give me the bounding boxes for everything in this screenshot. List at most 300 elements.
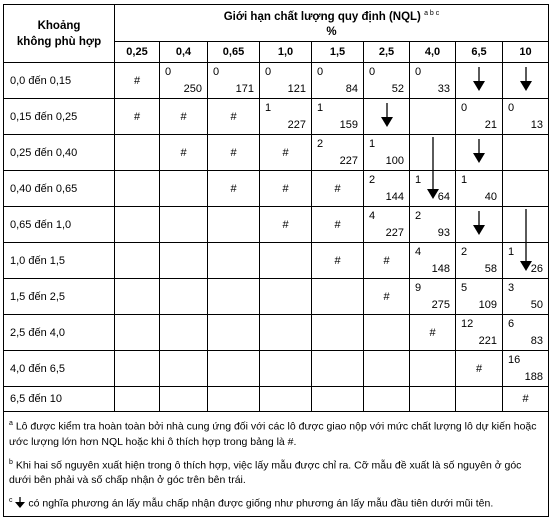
footnote-text: có nghĩa phương án lấy mẫu chấp nhận được giống như phương án lấy mẫu đầu tiên dưới mũi tên. bbox=[28, 497, 494, 510]
hash-marker: # bbox=[282, 146, 289, 159]
sample-size: 250 bbox=[183, 83, 202, 95]
nql-column-header: 1,5 bbox=[312, 42, 364, 63]
sample-size: 227 bbox=[339, 155, 358, 167]
table-cell bbox=[312, 279, 364, 315]
table-cell bbox=[503, 99, 549, 135]
table-cell bbox=[456, 99, 503, 135]
table-cell bbox=[208, 279, 260, 315]
cell-box bbox=[115, 279, 159, 314]
acceptance-number: 1 bbox=[508, 246, 515, 258]
table-cell bbox=[160, 207, 208, 243]
cell-box bbox=[410, 351, 455, 386]
nonconformity-range-header bbox=[4, 5, 115, 63]
cell-box bbox=[456, 315, 502, 350]
hash-marker: # bbox=[334, 254, 341, 267]
cell-box bbox=[208, 99, 259, 134]
table-cell bbox=[364, 207, 410, 243]
table-cell bbox=[364, 63, 410, 99]
table-cell bbox=[160, 279, 208, 315]
acceptance-number: 2 bbox=[461, 246, 468, 258]
footnote-marker: b bbox=[9, 458, 13, 466]
cell-box bbox=[364, 207, 409, 242]
table-cell bbox=[208, 171, 260, 207]
sample-size: 275 bbox=[431, 299, 450, 311]
hash-marker: # bbox=[230, 146, 237, 159]
row-range-label: 0,65 đến 1,0 bbox=[4, 207, 115, 243]
cell-box bbox=[208, 207, 259, 242]
table-cell bbox=[115, 243, 160, 279]
table-row bbox=[4, 135, 549, 171]
table-cell bbox=[410, 99, 456, 135]
table-cell bbox=[364, 387, 410, 412]
cell-box bbox=[503, 99, 548, 134]
cell-box bbox=[312, 351, 363, 386]
table-cell bbox=[160, 315, 208, 351]
table-cell bbox=[456, 135, 503, 171]
table-cell bbox=[410, 63, 456, 99]
cell-box bbox=[208, 279, 259, 314]
sample-size: 121 bbox=[287, 83, 306, 95]
sampling-plan-table bbox=[3, 4, 549, 517]
table-row bbox=[4, 99, 549, 135]
cell-box bbox=[260, 135, 311, 170]
cell-box bbox=[503, 315, 548, 350]
table-cell bbox=[160, 351, 208, 387]
sample-size: 109 bbox=[478, 299, 497, 311]
cell-box bbox=[160, 315, 207, 350]
sample-size: 188 bbox=[524, 371, 543, 383]
down-arrow-icon bbox=[472, 139, 486, 163]
cell-box bbox=[503, 387, 548, 411]
acceptance-number: 5 bbox=[461, 282, 468, 294]
nql-column-header: 2,5 bbox=[364, 42, 410, 63]
row-range-label: 0,40 đến 0,65 bbox=[4, 171, 115, 207]
sample-size: 33 bbox=[437, 83, 450, 95]
cell-box bbox=[208, 171, 259, 206]
table-cell bbox=[260, 279, 312, 315]
cell-box bbox=[160, 279, 207, 314]
table-cell bbox=[208, 207, 260, 243]
cell-box bbox=[260, 171, 311, 206]
cell-box bbox=[410, 135, 455, 170]
nql-table-container bbox=[3, 4, 548, 517]
sample-size: 83 bbox=[530, 335, 543, 347]
cell-box bbox=[503, 63, 548, 98]
table-row bbox=[4, 279, 549, 315]
acceptance-number: 2 bbox=[369, 174, 376, 186]
nql-column-header: 0,65 bbox=[208, 42, 260, 63]
cell-box bbox=[456, 351, 502, 386]
table-cell bbox=[115, 99, 160, 135]
cell-box bbox=[260, 387, 311, 411]
sample-size: 227 bbox=[385, 227, 404, 239]
cell-box bbox=[364, 243, 409, 278]
cell-box bbox=[312, 387, 363, 411]
table-cell bbox=[208, 315, 260, 351]
acceptance-number: 1 bbox=[369, 138, 376, 150]
hash-marker: # bbox=[334, 182, 341, 195]
table-cell bbox=[115, 63, 160, 99]
cell-box bbox=[312, 171, 363, 206]
table-cell bbox=[208, 135, 260, 171]
sample-size: 21 bbox=[484, 119, 497, 131]
table-cell bbox=[160, 99, 208, 135]
cell-box bbox=[410, 63, 455, 98]
table-cell bbox=[312, 207, 364, 243]
cell-box bbox=[410, 387, 455, 411]
cell-box bbox=[115, 171, 159, 206]
cell-box bbox=[364, 171, 409, 206]
table-cell bbox=[160, 135, 208, 171]
cell-box bbox=[208, 243, 259, 278]
cell-box bbox=[456, 135, 502, 170]
cell-box bbox=[410, 207, 455, 242]
cell-box bbox=[503, 171, 548, 206]
acceptance-number: 9 bbox=[415, 282, 422, 294]
cell-box bbox=[364, 315, 409, 350]
sample-size: 26 bbox=[530, 263, 543, 275]
sample-size: 93 bbox=[437, 227, 450, 239]
cell-box bbox=[410, 315, 455, 350]
table-cell bbox=[456, 243, 503, 279]
cell-box bbox=[410, 99, 455, 134]
table-cell bbox=[260, 387, 312, 412]
table-cell bbox=[364, 279, 410, 315]
nql-column-header: 6,5 bbox=[456, 42, 503, 63]
table-cell bbox=[410, 279, 456, 315]
table-cell bbox=[410, 135, 456, 171]
table-cell bbox=[208, 243, 260, 279]
table-cell bbox=[364, 351, 410, 387]
row-range-label: 2,5 đến 4,0 bbox=[4, 315, 115, 351]
cell-box bbox=[160, 63, 207, 98]
cell-box bbox=[456, 63, 502, 98]
cell-box bbox=[115, 243, 159, 278]
footnote-marker: c bbox=[9, 497, 13, 504]
table-cell bbox=[208, 387, 260, 412]
hash-marker: # bbox=[334, 218, 341, 231]
nql-column-header: 1,0 bbox=[260, 42, 312, 63]
table-cell bbox=[260, 351, 312, 387]
table-cell bbox=[115, 387, 160, 412]
nql-title: Giới hạn chất lượng quy định (NQL) bbox=[223, 10, 421, 23]
table-cell bbox=[410, 387, 456, 412]
cell-box bbox=[260, 63, 311, 98]
table-cell bbox=[503, 315, 549, 351]
table-cell bbox=[364, 315, 410, 351]
sample-size: 58 bbox=[484, 263, 497, 275]
cell-box bbox=[312, 243, 363, 278]
cell-box bbox=[260, 279, 311, 314]
table-cell bbox=[364, 171, 410, 207]
nql-header bbox=[115, 5, 549, 42]
row-range-label: 0,15 đến 0,25 bbox=[4, 99, 115, 135]
cell-box bbox=[312, 207, 363, 242]
acceptance-number: 1 bbox=[461, 174, 468, 186]
table-cell bbox=[260, 315, 312, 351]
cell-box bbox=[410, 279, 455, 314]
table-cell bbox=[410, 315, 456, 351]
cell-box bbox=[456, 387, 502, 411]
acceptance-number: 0 bbox=[369, 66, 376, 78]
hash-marker: # bbox=[282, 182, 289, 195]
sample-size: 52 bbox=[391, 83, 404, 95]
footnote-text: Lô được kiểm tra hoàn toàn bởi nhà cung ứng đối với các lô được giao nộp với mức chất lượng lô dự kiến hoặc ước lượng lớn hơn NQL hoặc khi ô thích hợp trong bảng là #. bbox=[9, 420, 537, 448]
row-range-label: 0,25 đến 0,40 bbox=[4, 135, 115, 171]
cell-box bbox=[160, 99, 207, 134]
acceptance-number: 4 bbox=[369, 210, 376, 222]
cell-box bbox=[160, 387, 207, 411]
table-cell bbox=[115, 135, 160, 171]
acceptance-number: 6 bbox=[508, 318, 515, 330]
table-cell bbox=[208, 351, 260, 387]
table-cell bbox=[312, 315, 364, 351]
footnote-text: Khi hai số nguyên xuất hiện trong ô thích hợp, việc lấy mẫu được chỉ ra. Cỡ mẫu đề xuất là số nguyên ở góc dưới bên phải và số chấp nhận ở góc trên bên trái. bbox=[9, 459, 522, 486]
cell-box bbox=[160, 243, 207, 278]
table-cell bbox=[115, 315, 160, 351]
cell-box bbox=[160, 135, 207, 170]
cell-box bbox=[115, 63, 159, 98]
table-row bbox=[4, 171, 549, 207]
cell-box bbox=[456, 99, 502, 134]
acceptance-number: 1 bbox=[265, 102, 272, 114]
footnote-c bbox=[9, 493, 543, 512]
table-cell bbox=[312, 351, 364, 387]
down-arrow-icon bbox=[15, 497, 25, 508]
table-cell bbox=[503, 63, 549, 99]
table-row bbox=[4, 315, 549, 351]
acceptance-number: 0 bbox=[213, 66, 220, 78]
cell-box bbox=[456, 171, 502, 206]
cell-box bbox=[410, 243, 455, 278]
table-cell bbox=[312, 135, 364, 171]
sample-size: 148 bbox=[431, 263, 450, 275]
table-cell bbox=[208, 63, 260, 99]
sample-size: 100 bbox=[385, 155, 404, 167]
table-cell bbox=[456, 63, 503, 99]
footnotes bbox=[4, 412, 549, 517]
cell-box bbox=[115, 351, 159, 386]
cell-box bbox=[312, 315, 363, 350]
hash-marker: # bbox=[230, 110, 237, 123]
cell-box bbox=[364, 63, 409, 98]
table-cell bbox=[503, 351, 549, 387]
sample-size: 159 bbox=[339, 119, 358, 131]
hash-marker: # bbox=[383, 254, 390, 267]
table-cell bbox=[160, 63, 208, 99]
down-arrow-icon bbox=[380, 103, 394, 127]
cell-box bbox=[364, 351, 409, 386]
cell-box bbox=[503, 279, 548, 314]
cell-box bbox=[456, 279, 502, 314]
cell-box bbox=[115, 99, 159, 134]
table-cell bbox=[260, 243, 312, 279]
cell-box bbox=[364, 387, 409, 411]
sample-size: 40 bbox=[484, 191, 497, 203]
table-cell bbox=[312, 171, 364, 207]
cell-box bbox=[456, 207, 502, 242]
cell-box bbox=[260, 243, 311, 278]
acceptance-number: 2 bbox=[317, 138, 324, 150]
acceptance-number: 0 bbox=[461, 102, 468, 114]
row-range-label: 0,0 đến 0,15 bbox=[4, 63, 115, 99]
cell-box bbox=[364, 279, 409, 314]
down-arrow-icon bbox=[472, 67, 486, 91]
hash-marker: # bbox=[282, 218, 289, 231]
hash-marker: # bbox=[230, 182, 237, 195]
table-cell bbox=[503, 387, 549, 412]
acceptance-number: 2 bbox=[415, 210, 422, 222]
table-cell bbox=[503, 207, 549, 243]
row-range-label: 1,0 đến 1,5 bbox=[4, 243, 115, 279]
footnote-a bbox=[9, 416, 543, 450]
hash-marker: # bbox=[475, 362, 483, 375]
table-cell bbox=[208, 99, 260, 135]
nql-footnote-refs: a b c bbox=[424, 9, 440, 17]
cell-box bbox=[312, 99, 363, 134]
hash-marker: # bbox=[180, 146, 187, 159]
acceptance-number: 12 bbox=[461, 318, 474, 330]
nql-unit: % bbox=[326, 26, 337, 39]
sample-size: 13 bbox=[530, 119, 543, 131]
table-row bbox=[4, 351, 549, 387]
table-cell bbox=[160, 387, 208, 412]
table-cell bbox=[312, 63, 364, 99]
cell-box bbox=[160, 351, 207, 386]
table-cell bbox=[456, 171, 503, 207]
table-row bbox=[4, 387, 549, 412]
table-cell bbox=[364, 99, 410, 135]
table-cell bbox=[456, 387, 503, 412]
nql-column-header: 4,0 bbox=[410, 42, 456, 63]
acceptance-number: 16 bbox=[508, 354, 521, 366]
cell-box bbox=[160, 207, 207, 242]
cell-box bbox=[115, 207, 159, 242]
nql-title-line bbox=[115, 6, 548, 25]
table-cell bbox=[456, 207, 503, 243]
table-cell bbox=[260, 99, 312, 135]
table-cell bbox=[503, 279, 549, 315]
header-left-line1: Khoảng bbox=[37, 19, 81, 32]
table-cell bbox=[410, 351, 456, 387]
table-cell bbox=[312, 387, 364, 412]
table-cell bbox=[456, 351, 503, 387]
acceptance-number: 0 bbox=[508, 102, 515, 114]
table-cell bbox=[410, 207, 456, 243]
table-cell bbox=[260, 207, 312, 243]
sample-size: 64 bbox=[437, 191, 450, 203]
header-left-line2: không phù hợp bbox=[16, 35, 102, 48]
table-cell bbox=[260, 135, 312, 171]
down-arrow-icon bbox=[426, 137, 440, 199]
cell-box bbox=[208, 315, 259, 350]
cell-box bbox=[260, 315, 311, 350]
cell-box bbox=[115, 135, 159, 170]
table-cell bbox=[115, 171, 160, 207]
table-body bbox=[4, 63, 549, 412]
cell-box bbox=[160, 171, 207, 206]
acceptance-number: 1 bbox=[317, 102, 324, 114]
cell-box bbox=[115, 387, 159, 411]
down-arrow-icon bbox=[519, 67, 533, 91]
nql-column-header: 0,25 bbox=[115, 42, 160, 63]
row-range-label: 6,5 đến 10 bbox=[4, 387, 115, 412]
table-cell bbox=[312, 243, 364, 279]
acceptance-number: 0 bbox=[265, 66, 272, 78]
nql-column-header: 0,4 bbox=[160, 42, 208, 63]
acceptance-number: 0 bbox=[415, 66, 422, 78]
table-row bbox=[4, 63, 549, 99]
down-arrow-icon bbox=[472, 211, 486, 235]
cell-box bbox=[208, 351, 259, 386]
cell-box bbox=[364, 99, 409, 134]
hash-marker: # bbox=[429, 326, 436, 339]
cell-box bbox=[260, 207, 311, 242]
table-cell bbox=[503, 171, 549, 207]
hash-marker: # bbox=[133, 110, 141, 123]
cell-box bbox=[312, 135, 363, 170]
table-cell bbox=[364, 243, 410, 279]
sample-size: 221 bbox=[478, 335, 497, 347]
table-cell bbox=[160, 171, 208, 207]
cell-box bbox=[503, 135, 548, 170]
sample-size: 50 bbox=[530, 299, 543, 311]
cell-box bbox=[503, 351, 548, 386]
table-cell bbox=[312, 99, 364, 135]
hash-marker: # bbox=[133, 74, 141, 87]
table-cell bbox=[410, 243, 456, 279]
cell-box bbox=[115, 315, 159, 350]
hash-marker: # bbox=[522, 393, 529, 405]
cell-box bbox=[208, 387, 259, 411]
table-cell bbox=[503, 135, 549, 171]
footnote-marker: a bbox=[9, 420, 13, 427]
acceptance-number: 0 bbox=[317, 66, 324, 78]
table-cell bbox=[115, 351, 160, 387]
table-cell bbox=[160, 243, 208, 279]
sample-size: 84 bbox=[345, 83, 358, 95]
row-range-label: 4,0 đến 6,5 bbox=[4, 351, 115, 387]
sample-size: 227 bbox=[287, 119, 306, 131]
table-row bbox=[4, 207, 549, 243]
cell-box bbox=[312, 63, 363, 98]
cell-box bbox=[208, 63, 259, 98]
cell-box bbox=[260, 351, 311, 386]
acceptance-number: 4 bbox=[415, 246, 422, 258]
hash-marker: # bbox=[180, 110, 187, 123]
cell-box bbox=[312, 279, 363, 314]
table-row bbox=[4, 243, 549, 279]
cell-box bbox=[260, 99, 311, 134]
table-cell bbox=[364, 135, 410, 171]
row-range-label: 1,5 đến 2,5 bbox=[4, 279, 115, 315]
acceptance-number: 0 bbox=[165, 66, 172, 78]
hash-marker: # bbox=[383, 290, 390, 303]
cell-box bbox=[364, 135, 409, 170]
down-arrow-icon bbox=[519, 209, 533, 271]
table-cell bbox=[260, 171, 312, 207]
sample-size: 144 bbox=[385, 191, 404, 203]
table-cell bbox=[456, 315, 503, 351]
sample-size: 171 bbox=[235, 83, 254, 95]
acceptance-number: 1 bbox=[415, 174, 422, 186]
cell-box bbox=[503, 207, 548, 242]
cell-box bbox=[456, 243, 502, 278]
acceptance-number: 3 bbox=[508, 282, 515, 294]
table-cell bbox=[456, 279, 503, 315]
nql-column-header: 10 bbox=[503, 42, 549, 63]
cell-box bbox=[208, 135, 259, 170]
